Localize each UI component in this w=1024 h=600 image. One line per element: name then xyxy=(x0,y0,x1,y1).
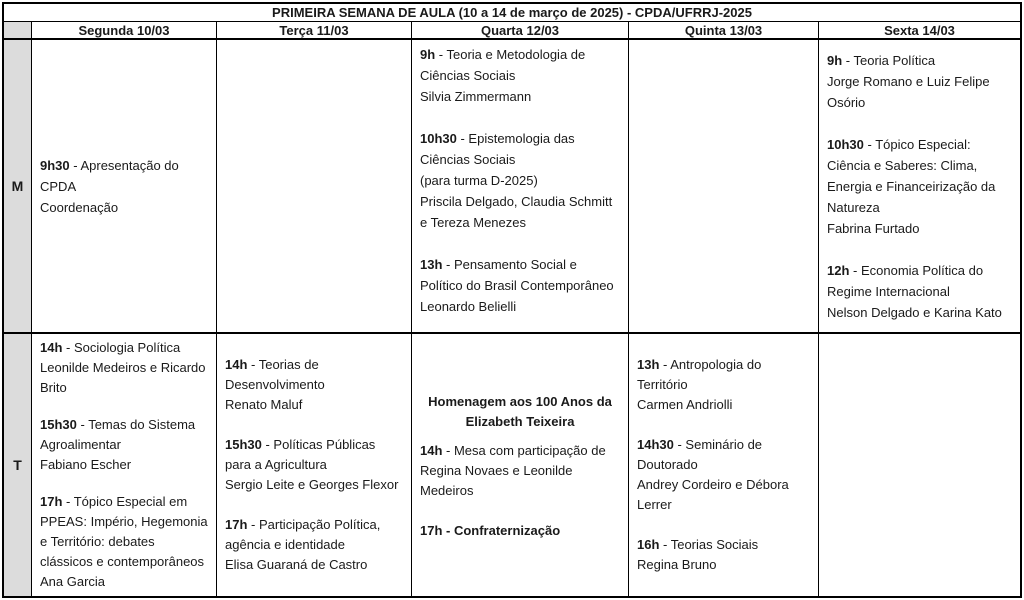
session-time: 10h30 xyxy=(420,131,457,146)
cell-friday-afternoon xyxy=(819,334,1020,596)
session-time: 17h xyxy=(420,522,443,538)
blank-line xyxy=(420,107,620,128)
blank-line xyxy=(827,239,1012,260)
session-time: 13h xyxy=(637,357,660,372)
session-time: 9h30 xyxy=(40,157,70,173)
session-detail: Fabrina Furtado xyxy=(827,220,920,236)
session-detail: Andrey Cordeiro e Débora Lerrer xyxy=(637,477,789,512)
session-entry: 14h - Mesa com participação de Regina Novaes e Leonilde Medeiros xyxy=(420,442,606,498)
blank-line xyxy=(225,415,403,435)
session-entry: 15h30 - Políticas Públicas para a Agricultura xyxy=(225,437,376,472)
cell-friday-morning xyxy=(819,40,1020,334)
blank-line xyxy=(637,515,810,535)
session-time: 15h30 xyxy=(225,437,262,452)
session-time: 17h xyxy=(225,517,248,532)
day-header-wednesday: Quarta 12/03 xyxy=(412,22,629,40)
session-detail: Leonilde Medeiros e Ricardo Brito xyxy=(40,360,206,395)
session-time: 14h xyxy=(420,442,443,458)
cell-thursday-afternoon xyxy=(629,334,819,596)
session-entry: 17h - Participação Política, agência e identidade xyxy=(225,517,381,552)
session-time: 14h xyxy=(40,340,63,355)
session-detail: Regina Bruno xyxy=(637,557,717,572)
session-entry: 9h - Teoria Política xyxy=(827,52,936,68)
session-time: 17h xyxy=(40,494,63,509)
cell-wednesday-afternoon xyxy=(412,334,629,596)
blank-line xyxy=(40,475,208,492)
cell-wednesday-morning xyxy=(412,40,629,334)
session-time: 12h xyxy=(827,262,850,278)
session-detail: Silvia Zimmermann xyxy=(420,89,532,104)
weekly-schedule-table xyxy=(2,2,1022,598)
session-entry: 13h - Pensamento Social e Político do Brasil Contemporâneo xyxy=(420,257,614,293)
session-entry: 14h30 - Seminário de Doutorado xyxy=(637,437,763,472)
session-entry: 14h - Sociologia Política xyxy=(40,340,181,355)
session-entry: 17h - Confraternização xyxy=(420,522,561,538)
session-entry: 10h30 - Tópico Especial: Ciência e Saberes: Clima, Energia e Financeirização da Natureza xyxy=(827,136,996,215)
day-header-tuesday: Terça 11/03 xyxy=(217,22,412,40)
cell-tuesday-afternoon xyxy=(217,334,412,596)
session-time: 10h30 xyxy=(827,136,864,152)
session-entry: 14h - Teorias de Desenvolvimento xyxy=(225,357,325,392)
session-detail: Elisa Guaraná de Castro xyxy=(225,557,368,572)
row-label-morning: M xyxy=(4,40,32,334)
session-detail: Jorge Romano e Luiz Felipe Osório xyxy=(827,73,990,110)
day-header-thursday: Quinta 13/03 xyxy=(629,22,819,40)
blank-line xyxy=(40,398,208,415)
session-detail: Nelson Delgado e Karina Kato xyxy=(827,304,1002,320)
session-time: 9h xyxy=(827,52,843,68)
day-header-monday: Segunda 10/03 xyxy=(32,22,217,40)
blank-line xyxy=(420,501,620,521)
schedule-title: PRIMEIRA SEMANA DE AULA (10 a 14 de março de 2025) - CPDA/UFRRJ-2025 xyxy=(4,4,1020,22)
cell-monday-afternoon xyxy=(32,334,217,596)
cell-tuesday-morning xyxy=(217,40,412,334)
session-detail: Leonardo Belielli xyxy=(420,299,517,314)
session-detail: (para turma D-2025) xyxy=(420,173,538,188)
session-time: 16h xyxy=(637,537,660,552)
session-time: 9h xyxy=(420,47,436,62)
corner-cell xyxy=(4,22,32,40)
blank-line xyxy=(225,495,403,515)
session-detail: Coordenação xyxy=(40,199,119,215)
row-label-afternoon: T xyxy=(4,334,32,596)
session-time: 15h30 xyxy=(40,417,77,432)
session-detail: Ana Garcia xyxy=(40,574,106,589)
session-time: 14h30 xyxy=(637,437,674,452)
session-detail: Priscila Delgado, Claudia Schmitt e Tereza Menezes xyxy=(420,194,613,230)
session-detail: Homenagem aos 100 Anos da Elizabeth Teixeira xyxy=(428,393,612,429)
session-detail: Fabiano Escher xyxy=(40,457,132,472)
session-detail: Sergio Leite e Georges Flexor xyxy=(225,477,399,492)
blank-line xyxy=(420,233,620,254)
session-time: 13h xyxy=(420,257,443,272)
cell-thursday-morning xyxy=(629,40,819,334)
blank-line xyxy=(637,415,810,435)
session-entry: 15h30 - Temas do Sistema Agroalimentar xyxy=(40,417,196,452)
day-header-friday: Sexta 14/03 xyxy=(819,22,1020,40)
session-time: 14h xyxy=(225,357,248,372)
session-entry: 9h - Teoria e Metodologia de Ciências Sociais xyxy=(420,47,586,83)
blank-line xyxy=(827,113,1012,134)
session-detail: Renato Maluf xyxy=(225,397,303,412)
session-entry: 12h - Economia Política do Regime Internacional xyxy=(827,262,984,299)
session-entry: 13h - Antropologia do Território xyxy=(637,357,762,392)
session-entry: 9h30 - Apresentação do CPDA xyxy=(40,157,179,194)
session-entry: 16h - Teorias Sociais xyxy=(637,537,759,552)
session-detail: Carmen Andriolli xyxy=(637,397,733,412)
session-entry: 10h30 - Epistemologia das Ciências Sociais xyxy=(420,131,575,167)
cell-monday-morning xyxy=(32,40,217,334)
session-entry: 17h - Tópico Especial em PPEAS: Império, Hegemonia e Território: debates clássicos e contemporâneos xyxy=(40,494,208,569)
